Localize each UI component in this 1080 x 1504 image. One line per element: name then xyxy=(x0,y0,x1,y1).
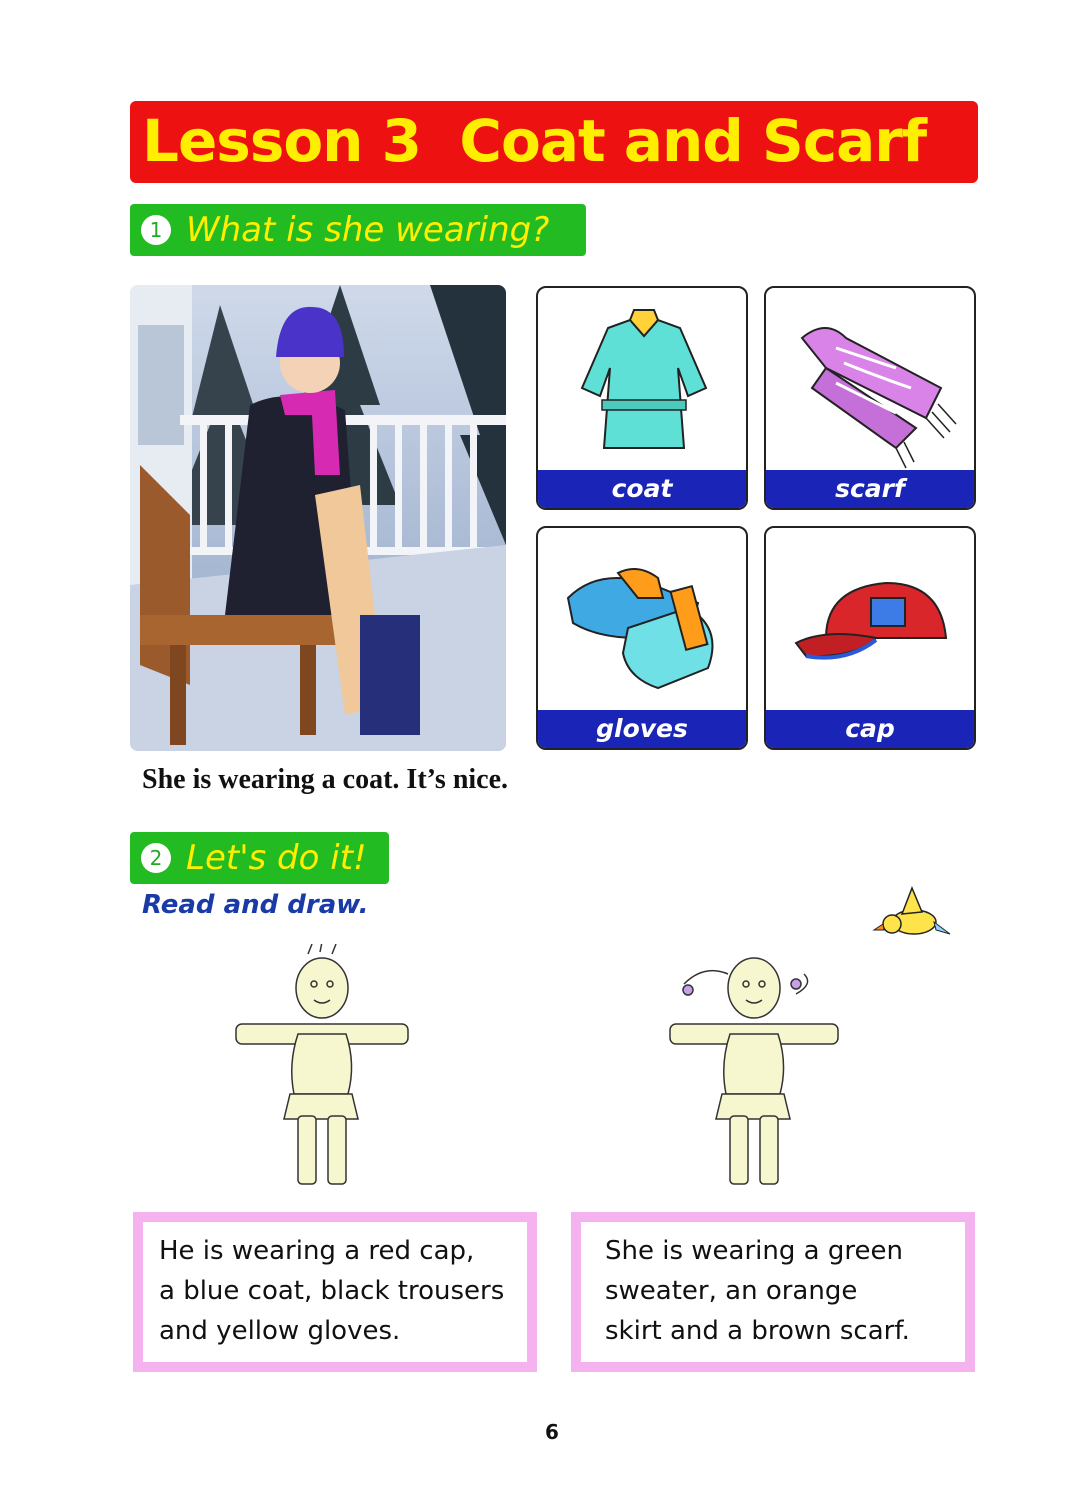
card-label: scarf xyxy=(766,470,974,508)
vocab-card-gloves xyxy=(536,526,748,750)
card-label: coat xyxy=(538,470,746,508)
section1-number: 1 xyxy=(141,215,171,245)
example-sentence: She is wearing a coat. It’s nice. xyxy=(142,764,509,795)
description-line: skirt and a brown scarf. xyxy=(605,1316,910,1346)
girl-winter-photo xyxy=(130,285,506,751)
vocab-card-coat xyxy=(536,286,748,510)
card-label: gloves xyxy=(538,710,746,748)
instruction-text: Read and draw. xyxy=(142,890,369,920)
description-box-girl xyxy=(571,1212,975,1372)
scarecrow-girl-outline xyxy=(664,944,844,1196)
description-line: a blue coat, black trousers xyxy=(159,1276,505,1306)
coat-icon xyxy=(538,288,746,472)
description-line: He is wearing a red cap, xyxy=(159,1236,475,1266)
page-number: 6 xyxy=(545,1420,559,1444)
description-line: and yellow gloves. xyxy=(159,1316,401,1346)
vocab-card-cap xyxy=(764,526,976,750)
scarf-icon xyxy=(766,288,974,472)
description-line: She is wearing a green xyxy=(605,1236,903,1266)
card-label: cap xyxy=(766,710,974,748)
cap-icon xyxy=(766,528,974,712)
section1-title: What is she wearing? xyxy=(186,210,550,250)
lesson-title: Lesson 3 Coat and Scarf xyxy=(142,107,927,175)
bird-icon xyxy=(872,884,952,948)
description-box-boy xyxy=(133,1212,537,1372)
gloves-icon xyxy=(538,528,746,712)
vocab-card-scarf xyxy=(764,286,976,510)
section2-title: Let's do it! xyxy=(186,838,367,878)
section2-number: 2 xyxy=(141,843,171,873)
description-line: sweater, an orange xyxy=(605,1276,858,1306)
scarecrow-boy-outline xyxy=(228,944,412,1196)
